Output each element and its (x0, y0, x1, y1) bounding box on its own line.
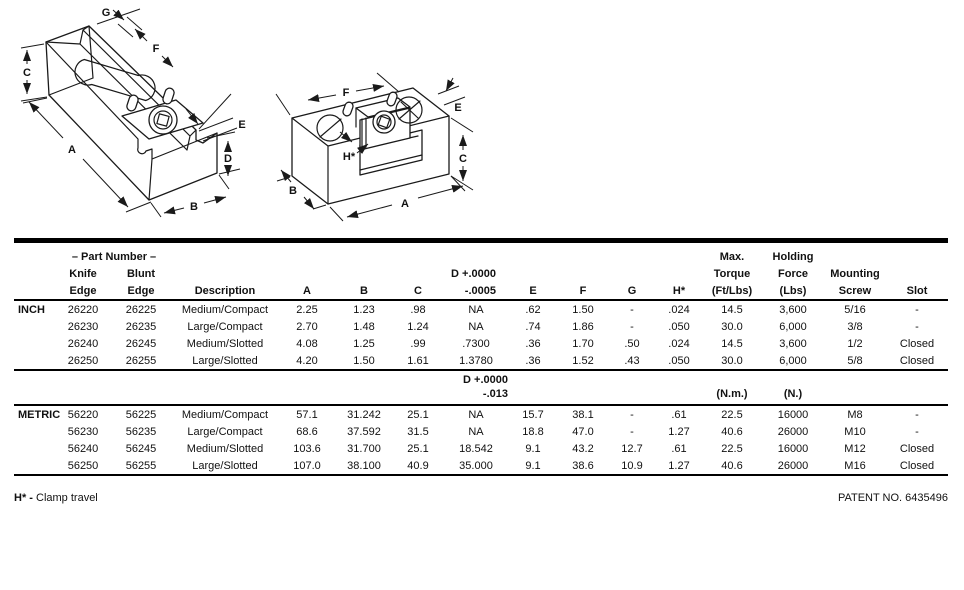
torque-header-line1: Max. (719, 251, 745, 263)
dim-label-f: F (342, 87, 350, 99)
table-cell: .050 (668, 320, 690, 333)
table-cell: 22.5 (721, 408, 743, 421)
table-cell: 1.23 (353, 303, 375, 316)
table-cell: Closed (899, 354, 935, 367)
table-cell: Large/Slotted (192, 354, 258, 367)
dim-label-e: E (454, 102, 462, 114)
table-cell: 18.8 (522, 425, 544, 438)
row-unit-label (14, 318, 56, 335)
left-drawing (21, 7, 246, 217)
table-row (14, 405, 948, 423)
technical-drawings (0, 0, 964, 240)
table-cell: Closed (899, 442, 935, 455)
table-cell: 6,000 (779, 354, 807, 367)
col-header-g: G (627, 285, 637, 297)
table-cell: - (915, 320, 919, 333)
table-cell: Medium/Compact (181, 408, 269, 421)
dim-label-b: B (190, 201, 198, 213)
blunt-header-line1: Blunt (126, 268, 156, 280)
table-header (14, 241, 948, 301)
table-cell: Medium/Slotted (186, 337, 264, 350)
table-cell: 1.27 (668, 425, 690, 438)
table-cell: 2.70 (296, 320, 318, 333)
table-cell: 35.000 (459, 459, 493, 472)
table-cell: 1/2 (847, 337, 863, 350)
row-unit-label (14, 457, 56, 475)
slot-header: Slot (906, 285, 928, 297)
clamp-screw (149, 106, 177, 134)
table-cell: 56255 (125, 459, 157, 472)
table-cell: NA (468, 425, 484, 438)
row-unit-label (14, 440, 56, 457)
table-cell: 26000 (777, 425, 809, 438)
table-cell: 57.1 (296, 408, 318, 421)
table-cell: .7300 (462, 337, 490, 350)
table-cell: .61 (671, 408, 687, 421)
table-cell: 1.50 (353, 354, 375, 367)
table-cell: Medium/Slotted (186, 442, 264, 455)
metric-force-unit: (N.) (783, 388, 803, 400)
metric-d-tolerance: D +.0000 -.013 (463, 374, 508, 400)
dim-label-e: E (238, 119, 246, 131)
dim-label-d: D (224, 153, 232, 165)
clamp-travel-note (14, 492, 98, 504)
table-cell: 4.08 (296, 337, 318, 350)
table-cell: 6,000 (779, 320, 807, 333)
metric-torque-unit: (N.m.) (716, 388, 748, 400)
footer (14, 492, 948, 504)
torque-header-line3: (Ft/Lbs) (711, 285, 753, 297)
table-cell: 3,600 (779, 337, 807, 350)
col-header-b: B (360, 285, 368, 297)
table-cell: M10 (844, 425, 866, 438)
table-cell: NA (468, 320, 484, 333)
table-cell: .99 (410, 337, 426, 350)
table-cell: .43 (624, 354, 640, 367)
table-cell: 1.52 (572, 354, 594, 367)
table-cell: - (630, 320, 634, 333)
table-cell: 18.542 (459, 442, 493, 455)
table-cell: .36 (525, 337, 541, 350)
table-cell: 56245 (125, 442, 157, 455)
table-cell: M8 (847, 408, 863, 421)
dim-label-h: H* (342, 151, 356, 163)
table-cell: 1.48 (353, 320, 375, 333)
knife-header-line2: Edge (69, 285, 97, 297)
table-cell: 26240 (67, 337, 99, 350)
table-cell: 40.6 (721, 459, 743, 472)
table-cell: 56250 (67, 459, 99, 472)
table-cell: - (915, 408, 919, 421)
table-cell: .61 (671, 442, 687, 455)
table-cell: .024 (668, 337, 690, 350)
spec-table-wrap (14, 238, 948, 476)
col-header-f: F (579, 285, 587, 297)
table-cell: Closed (899, 337, 935, 350)
table-row (14, 318, 948, 335)
table-cell: 25.1 (407, 442, 429, 455)
table-cell: 103.6 (293, 442, 321, 455)
table-cell: 56235 (125, 425, 157, 438)
col-header-e: E (529, 285, 537, 297)
torque-header-line2: Torque (713, 268, 751, 280)
table-cell: M16 (844, 459, 866, 472)
table-cell: 12.7 (621, 442, 643, 455)
table-cell: 5/16 (844, 303, 866, 316)
dim-label-g: G (101, 7, 111, 19)
table-row (14, 300, 948, 318)
table-cell: 4.20 (296, 354, 318, 367)
table-cell: Large/Slotted (192, 459, 258, 472)
table-cell: 26255 (125, 354, 157, 367)
d-header-line2: -.0005 (464, 285, 496, 297)
table-cell: 14.5 (721, 337, 743, 350)
patent-number: PATENT NO. 6435496 (837, 492, 948, 504)
table-cell: 9.1 (525, 459, 541, 472)
part-number-group-header: – Part Number – (71, 251, 157, 263)
table-cell: 107.0 (293, 459, 321, 472)
row-unit-label (14, 352, 56, 370)
table-cell: 5/8 (847, 354, 863, 367)
table-cell: 37.592 (347, 425, 381, 438)
table-cell: - (915, 425, 919, 438)
table-cell: 22.5 (721, 442, 743, 455)
table-cell: 47.0 (572, 425, 594, 438)
table-cell: 40.6 (721, 425, 743, 438)
table-cell: 38.6 (572, 459, 594, 472)
table-cell: M12 (844, 442, 866, 455)
table-cell: 16000 (777, 442, 809, 455)
table-cell: 30.0 (721, 320, 743, 333)
table-row (14, 457, 948, 475)
table-cell: 30.0 (721, 354, 743, 367)
dim-label-c: C (459, 153, 467, 165)
table-cell: 40.9 (407, 459, 429, 472)
row-unit-label: INCH (18, 303, 45, 316)
table-cell: 56225 (125, 408, 157, 421)
table-cell: - (630, 425, 634, 438)
table-cell: .050 (668, 354, 690, 367)
spec-table (14, 238, 948, 476)
table-cell: .50 (624, 337, 640, 350)
table-cell: 10.9 (621, 459, 643, 472)
dim-label-f: F (152, 43, 160, 55)
metric-subheader (14, 370, 948, 405)
table-cell: 26000 (777, 459, 809, 472)
table-cell: 1.50 (572, 303, 594, 316)
metric-section (14, 405, 948, 475)
d-header-line1: D +.0000 (451, 268, 496, 280)
footnote-text: Clamp travel (32, 492, 98, 504)
table-cell: 1.70 (572, 337, 594, 350)
table-cell: 68.6 (296, 425, 318, 438)
force-header-line3: (Lbs) (779, 285, 807, 297)
knife-header-line1: Knife (69, 268, 97, 280)
force-header-line1: Holding (772, 251, 814, 263)
table-cell: 1.24 (407, 320, 429, 333)
blunt-header-line2: Edge (127, 285, 155, 297)
dim-label-c: C (23, 67, 31, 79)
table-cell: 38.100 (347, 459, 381, 472)
table-cell: 1.61 (407, 354, 429, 367)
force-header-line2: Force (778, 268, 808, 280)
table-cell: Large/Compact (187, 425, 263, 438)
table-cell: 56220 (67, 408, 99, 421)
table-cell: - (630, 408, 634, 421)
clamp-screw (373, 111, 395, 133)
table-cell: 1.86 (572, 320, 594, 333)
table-cell: 2.25 (296, 303, 318, 316)
col-header-c: C (414, 285, 422, 297)
table-cell: .36 (525, 354, 541, 367)
table-cell: 56230 (67, 425, 99, 438)
table-cell: 56240 (67, 442, 99, 455)
table-cell: Large/Compact (187, 320, 263, 333)
table-row (14, 352, 948, 370)
dim-label-b: B (289, 185, 297, 197)
table-cell: 16000 (777, 408, 809, 421)
table-cell: 14.5 (721, 303, 743, 316)
inch-section (14, 300, 948, 370)
table-cell: NA (468, 408, 484, 421)
screw-header-line1: Mounting (830, 268, 880, 280)
table-cell: Closed (899, 459, 935, 472)
table-cell: 31.700 (347, 442, 381, 455)
table-cell: 31.242 (347, 408, 381, 421)
dim-label-a: A (401, 198, 409, 210)
table-cell: 26250 (67, 354, 99, 367)
table-cell: 3,600 (779, 303, 807, 316)
table-cell: .024 (668, 303, 690, 316)
dim-label-a: A (68, 144, 76, 156)
table-cell: 26230 (67, 320, 99, 333)
table-cell: 43.2 (572, 442, 594, 455)
table-cell: 26225 (125, 303, 157, 316)
table-cell: - (915, 303, 919, 316)
col-header-a: A (303, 285, 311, 297)
table-cell: 1.3780 (459, 354, 493, 367)
table-cell: - (630, 303, 634, 316)
table-cell: 31.5 (407, 425, 429, 438)
row-unit-label (14, 423, 56, 440)
row-unit-label: METRIC (18, 408, 61, 421)
table-row (14, 335, 948, 352)
table-cell: 25.1 (407, 408, 429, 421)
table-cell: 3/8 (847, 320, 863, 333)
table-cell: 38.1 (572, 408, 594, 421)
table-cell: 26220 (67, 303, 99, 316)
table-cell: NA (468, 303, 484, 316)
table-cell: 1.25 (353, 337, 375, 350)
description-header: Description (194, 285, 256, 297)
table-cell: 1.27 (668, 459, 690, 472)
table-cell: 26245 (125, 337, 157, 350)
col-header-h: H* (672, 285, 686, 297)
table-cell: .62 (525, 303, 541, 316)
table-cell: Medium/Compact (181, 303, 269, 316)
right-drawing (276, 73, 473, 221)
table-cell: .74 (525, 320, 541, 333)
table-cell: .98 (410, 303, 426, 316)
table-row (14, 423, 948, 440)
table-cell: 26235 (125, 320, 157, 333)
row-unit-label (14, 335, 56, 352)
screw-header-line2: Screw (838, 285, 872, 297)
table-cell: 15.7 (522, 408, 544, 421)
table-row (14, 440, 948, 457)
footnote-symbol: H* - (14, 492, 33, 504)
table-cell: 9.1 (525, 442, 541, 455)
